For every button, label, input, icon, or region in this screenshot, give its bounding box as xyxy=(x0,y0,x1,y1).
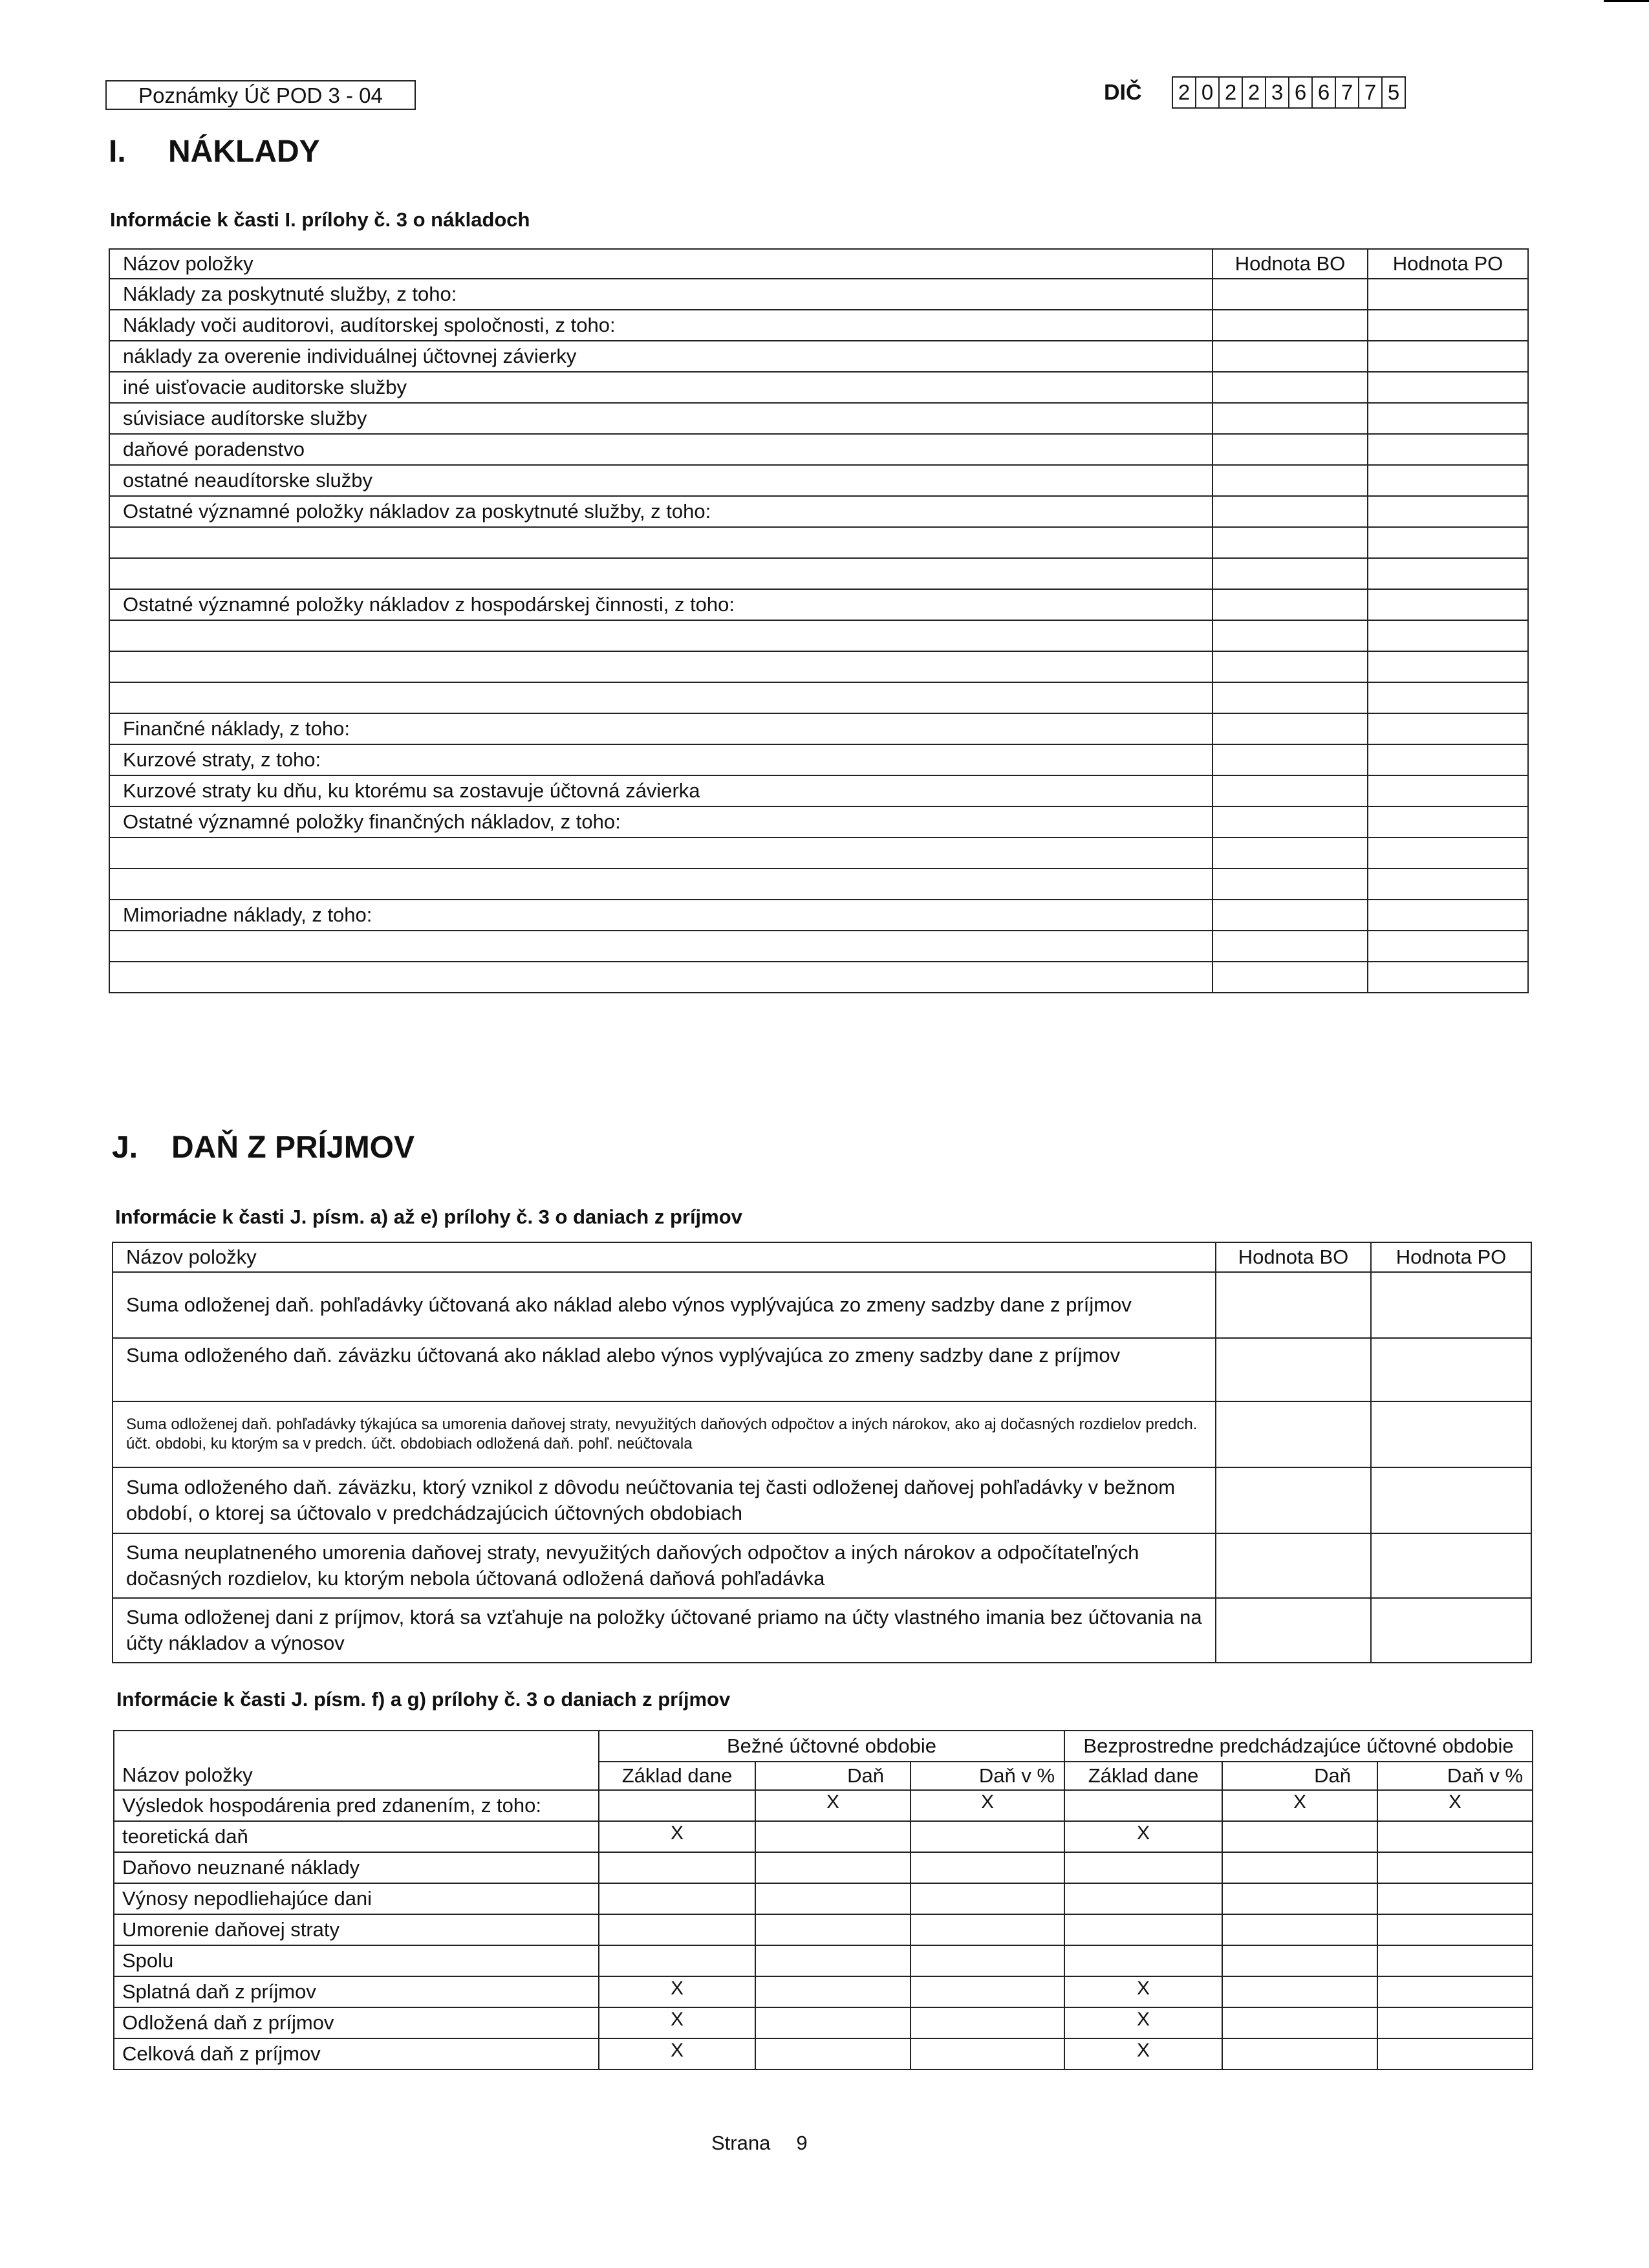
value-po-cell[interactable] xyxy=(1368,372,1528,403)
row-label: Suma odloženej dani z príjmov, ktorá sa vzťahuje na položky účtované priamo na účty vlastného imania bez účtovania na účty nákladov a výnosov xyxy=(113,1598,1216,1663)
current-tax-percent-cell[interactable] xyxy=(911,1821,1064,1852)
sub-header-tax-percent: Daň v % xyxy=(911,1762,1064,1790)
row-label xyxy=(109,931,1212,962)
table-row xyxy=(114,2007,1533,2038)
value-bo-cell[interactable] xyxy=(1212,900,1368,931)
row-label: náklady za overenie individuálnej účtovnej závierky xyxy=(109,341,1212,372)
not-applicable-mark: X xyxy=(599,2038,755,2069)
section-i-heading xyxy=(109,133,320,171)
current-tax-base-cell[interactable] xyxy=(599,1914,755,1945)
sub-header-tax: Daň xyxy=(755,1762,911,1790)
dic-digit: 7 xyxy=(1336,78,1359,107)
row-label xyxy=(109,837,1212,869)
table-row xyxy=(113,1338,1531,1401)
value-bo-cell[interactable] xyxy=(1216,1533,1371,1598)
header-value-po: Hodnota PO xyxy=(1371,1242,1531,1272)
value-po-cell[interactable] xyxy=(1368,869,1528,900)
value-bo-cell[interactable] xyxy=(1212,806,1368,837)
previous-tax-percent-cell[interactable] xyxy=(1377,2007,1533,2038)
table-row xyxy=(109,713,1528,744)
not-applicable-mark: X xyxy=(599,1821,755,1852)
current-tax-percent-cell[interactable] xyxy=(911,1976,1064,2007)
current-tax-base-cell[interactable] xyxy=(599,1852,755,1883)
current-tax-cell[interactable] xyxy=(755,1821,911,1852)
header-value-bo: Hodnota BO xyxy=(1216,1242,1371,1272)
value-po-cell[interactable] xyxy=(1368,962,1528,993)
income-tax-deferred-table xyxy=(112,1242,1532,1663)
dic-digit: 2 xyxy=(1243,78,1266,107)
previous-tax-cell[interactable] xyxy=(1222,1976,1377,2007)
value-bo-cell[interactable] xyxy=(1212,744,1368,775)
current-tax-percent-cell[interactable] xyxy=(911,1852,1064,1883)
table-row xyxy=(109,869,1528,900)
table-row xyxy=(109,496,1528,527)
form-code-box: Poznámky Úč POD 3 - 04 xyxy=(105,80,416,110)
value-bo-cell[interactable] xyxy=(1212,837,1368,869)
previous-tax-percent-cell[interactable] xyxy=(1377,1914,1533,1945)
row-label: Suma odloženej daň. pohľadávky účtovaná ako náklad alebo výnos vyplývajúca zo zmeny sadzby dane z príjmov xyxy=(113,1272,1216,1338)
row-label: súvisiace audítorske služby xyxy=(109,403,1212,434)
previous-tax-cell[interactable] xyxy=(1222,2007,1377,2038)
dic-digit: 0 xyxy=(1196,78,1220,107)
table-row xyxy=(109,651,1528,682)
current-tax-cell[interactable] xyxy=(755,1883,911,1914)
value-bo-cell[interactable] xyxy=(1212,962,1368,993)
value-po-cell[interactable] xyxy=(1368,806,1528,837)
page-footer xyxy=(711,2132,808,2155)
row-label: Suma odloženej daň. pohľadávky týkajúca sa umorenia daňovej straty, nevyužitých daňových odpočtov a iných nárokov, ako aj dočasných rozdielov predch. účt. obdobi, ku ktorým sa v predch. účt. obdobiach odložená daň. pohľ. neúčtovala xyxy=(113,1401,1216,1467)
current-tax-cell[interactable] xyxy=(755,1976,911,2007)
value-bo-cell[interactable] xyxy=(1212,869,1368,900)
table-row xyxy=(109,341,1528,372)
table-row xyxy=(114,1883,1533,1914)
table-row xyxy=(114,1914,1533,1945)
previous-tax-base-cell[interactable] xyxy=(1064,1790,1222,1821)
not-applicable-mark: X xyxy=(1222,1790,1377,1821)
section-j-subtitle-1: Informácie k časti J. písm. a) až e) prílohy č. 3 o daniach z príjmov xyxy=(115,1205,742,1228)
row-label: Spolu xyxy=(114,1945,599,1976)
not-applicable-mark: X xyxy=(755,1790,911,1821)
current-tax-base-cell[interactable] xyxy=(599,1790,755,1821)
table-row xyxy=(109,962,1528,993)
table-row xyxy=(109,900,1528,931)
not-applicable-mark: X xyxy=(1064,1976,1222,2007)
row-label: Odložená daň z príjmov xyxy=(114,2007,599,2038)
table-row xyxy=(114,1821,1533,1852)
row-label: Suma odloženého daň. záväzku, ktorý vznikol z dôvodu neúčtovania tej časti odloženej daňovej pohľadávky v bežnom období, o ktorej sa účtovalo v predchádzajúcich účtovných obdobiach xyxy=(113,1467,1216,1533)
value-po-cell[interactable] xyxy=(1368,713,1528,744)
name-column-header: Názov položky xyxy=(114,1731,599,1790)
row-label xyxy=(109,651,1212,682)
row-label: Splatná daň z príjmov xyxy=(114,1976,599,2007)
row-label: Finančné náklady, z toho: xyxy=(109,713,1212,744)
row-label: Ostatné významné položky finančných nákladov, z toho: xyxy=(109,806,1212,837)
table-header-row xyxy=(113,1242,1531,1272)
table-row xyxy=(113,1598,1531,1663)
row-label xyxy=(109,869,1212,900)
row-label: Umorenie daňovej straty xyxy=(114,1914,599,1945)
value-po-cell[interactable] xyxy=(1368,279,1528,310)
current-tax-cell[interactable] xyxy=(755,1914,911,1945)
not-applicable-mark: X xyxy=(599,2007,755,2038)
section-i-subtitle: Informácie k časti I. prílohy č. 3 o nákladoch xyxy=(110,208,530,231)
previous-tax-cell[interactable] xyxy=(1222,1914,1377,1945)
table-row xyxy=(109,589,1528,620)
current-tax-base-cell[interactable] xyxy=(599,1883,755,1914)
table-row xyxy=(109,465,1528,496)
section-j-subtitle-2: Informácie k časti J. písm. f) a g) prílohy č. 3 o daniach z príjmov xyxy=(116,1688,731,1711)
value-po-cell[interactable] xyxy=(1368,744,1528,775)
table-row xyxy=(113,1467,1531,1533)
row-label: Kurzové straty ku dňu, ku ktorému sa zostavuje účtovná závierka xyxy=(109,775,1212,806)
table-row xyxy=(109,558,1528,589)
row-label xyxy=(109,527,1212,558)
not-applicable-mark: X xyxy=(1064,1821,1222,1852)
table-row xyxy=(109,527,1528,558)
value-bo-cell[interactable] xyxy=(1212,620,1368,651)
value-bo-cell[interactable] xyxy=(1216,1401,1371,1467)
current-tax-cell[interactable] xyxy=(755,2038,911,2069)
not-applicable-mark: X xyxy=(911,1790,1064,1821)
value-po-cell[interactable] xyxy=(1371,1467,1531,1533)
table-row xyxy=(109,372,1528,403)
row-label: Mimoriadne náklady, z toho: xyxy=(109,900,1212,931)
value-bo-cell[interactable] xyxy=(1212,589,1368,620)
table-row xyxy=(109,620,1528,651)
table-row xyxy=(114,1976,1533,2007)
value-bo-cell[interactable] xyxy=(1216,1598,1371,1663)
costs-table xyxy=(109,248,1529,993)
row-label: Suma odloženého daň. záväzku účtovaná ako náklad alebo výnos vyplývajúca zo zmeny sadzby dane z príjmov xyxy=(113,1338,1216,1401)
value-bo-cell[interactable] xyxy=(1212,775,1368,806)
row-label: Suma neuplatneného umorenia daňovej straty, nevyužitých daňových odpočtov a iných nárokov a odpočítateľných dočasných rozdielov, ku ktorým nebola účtovaná odložená daňová pohľadávka xyxy=(113,1533,1216,1598)
value-po-cell[interactable] xyxy=(1368,434,1528,465)
value-po-cell[interactable] xyxy=(1368,931,1528,962)
income-tax-reconciliation-table xyxy=(113,1730,1533,2070)
previous-tax-percent-cell[interactable] xyxy=(1377,2038,1533,2069)
section-i-number: I. xyxy=(109,135,126,169)
previous-tax-percent-cell[interactable] xyxy=(1377,1945,1533,1976)
row-label: Náklady voči auditorovi, audítorskej spoločnosti, z toho: xyxy=(109,310,1212,341)
table-row xyxy=(114,2038,1533,2069)
row-label: teoretická daň xyxy=(114,1821,599,1852)
value-bo-cell[interactable] xyxy=(1212,527,1368,558)
row-label: Daňovo neuznané náklady xyxy=(114,1852,599,1883)
value-bo-cell[interactable] xyxy=(1212,403,1368,434)
previous-tax-cell[interactable] xyxy=(1222,2038,1377,2069)
value-po-cell[interactable] xyxy=(1368,837,1528,869)
section-j-title: DAŇ Z PRÍJMOV xyxy=(171,1130,415,1165)
dic-digit: 6 xyxy=(1289,78,1313,107)
dic-digit: 2 xyxy=(1220,78,1243,107)
previous-tax-percent-cell[interactable] xyxy=(1377,1821,1533,1852)
dic-digit: 5 xyxy=(1383,78,1406,107)
row-label: Celková daň z príjmov xyxy=(114,2038,599,2069)
value-po-cell[interactable] xyxy=(1368,900,1528,931)
table-row xyxy=(113,1533,1531,1598)
value-bo-cell[interactable] xyxy=(1212,682,1368,713)
value-bo-cell[interactable] xyxy=(1212,496,1368,527)
table-row xyxy=(109,744,1528,775)
sub-header-tax: Daň xyxy=(1222,1762,1377,1790)
value-bo-cell[interactable] xyxy=(1212,434,1368,465)
dic-label: DIČ xyxy=(1104,80,1142,105)
value-bo-cell[interactable] xyxy=(1212,931,1368,962)
previous-tax-cell[interactable] xyxy=(1222,1945,1377,1976)
value-po-cell[interactable] xyxy=(1371,1533,1531,1598)
previous-tax-percent-cell[interactable] xyxy=(1377,1976,1533,2007)
not-applicable-mark: X xyxy=(599,1976,755,2007)
value-bo-cell[interactable] xyxy=(1216,1272,1371,1338)
table-row xyxy=(109,775,1528,806)
value-bo-cell[interactable] xyxy=(1212,372,1368,403)
dic-digit: 3 xyxy=(1266,78,1289,107)
table-row xyxy=(113,1272,1531,1338)
table-row xyxy=(109,682,1528,713)
row-label: Kurzové straty, z toho: xyxy=(109,744,1212,775)
not-applicable-mark: X xyxy=(1377,1790,1533,1821)
value-po-cell[interactable] xyxy=(1368,496,1528,527)
row-label: iné uisťovacie auditorske služby xyxy=(109,372,1212,403)
value-po-cell[interactable] xyxy=(1368,620,1528,651)
header-item-name: Názov položky xyxy=(113,1242,1216,1272)
table-row xyxy=(109,931,1528,962)
value-po-cell[interactable] xyxy=(1368,558,1528,589)
header-value-bo: Hodnota BO xyxy=(1212,249,1368,279)
row-label xyxy=(109,620,1212,651)
previous-tax-cell[interactable] xyxy=(1222,1852,1377,1883)
previous-tax-base-cell[interactable] xyxy=(1064,1914,1222,1945)
value-po-cell[interactable] xyxy=(1368,775,1528,806)
previous-tax-percent-cell[interactable] xyxy=(1377,1883,1533,1914)
value-po-cell[interactable] xyxy=(1371,1272,1531,1338)
value-po-cell[interactable] xyxy=(1368,403,1528,434)
current-period-header: Bežné účtovné obdobie xyxy=(599,1731,1064,1762)
section-i-title: NÁKLADY xyxy=(168,135,320,169)
scan-corner-mark xyxy=(1604,0,1649,2)
value-po-cell[interactable] xyxy=(1368,589,1528,620)
row-label: ostatné neaudítorske služby xyxy=(109,465,1212,496)
sub-header-tax-percent: Daň v % xyxy=(1377,1762,1533,1790)
page-label: Strana xyxy=(711,2132,771,2154)
header-item-name: Názov položky xyxy=(109,249,1212,279)
header-value-po: Hodnota PO xyxy=(1368,249,1528,279)
value-po-cell[interactable] xyxy=(1368,341,1528,372)
previous-tax-base-cell[interactable] xyxy=(1064,1945,1222,1976)
value-bo-cell[interactable] xyxy=(1216,1467,1371,1533)
current-tax-percent-cell[interactable] xyxy=(911,1883,1064,1914)
table-row xyxy=(114,1790,1533,1821)
sub-header-tax-base: Základ dane xyxy=(599,1762,755,1790)
not-applicable-mark: X xyxy=(1064,2038,1222,2069)
value-bo-cell[interactable] xyxy=(1212,558,1368,589)
table-row xyxy=(109,837,1528,869)
page-number: 9 xyxy=(796,2132,808,2154)
row-label xyxy=(109,558,1212,589)
current-tax-cell[interactable] xyxy=(755,1852,911,1883)
row-label: daňové poradenstvo xyxy=(109,434,1212,465)
value-po-cell[interactable] xyxy=(1368,527,1528,558)
dic-number-boxes xyxy=(1172,76,1406,109)
previous-period-header: Bezprostredne predchádzajúce účtovné obdobie xyxy=(1064,1731,1533,1762)
table-row xyxy=(109,434,1528,465)
section-j-number: J. xyxy=(112,1130,138,1165)
value-bo-cell[interactable] xyxy=(1212,279,1368,310)
previous-tax-percent-cell[interactable] xyxy=(1377,1852,1533,1883)
sub-header-tax-base: Základ dane xyxy=(1064,1762,1222,1790)
table-row xyxy=(114,1852,1533,1883)
current-tax-percent-cell[interactable] xyxy=(911,1945,1064,1976)
section-j-heading xyxy=(112,1129,415,1167)
current-tax-base-cell[interactable] xyxy=(599,1945,755,1976)
previous-tax-base-cell[interactable] xyxy=(1064,1852,1222,1883)
not-applicable-mark: X xyxy=(1064,2007,1222,2038)
row-label: Výnosy nepodliehajúce dani xyxy=(114,1883,599,1914)
row-label: Ostatné významné položky nákladov za poskytnuté služby, z toho: xyxy=(109,496,1212,527)
table-row xyxy=(114,1945,1533,1976)
value-bo-cell[interactable] xyxy=(1212,465,1368,496)
value-po-cell[interactable] xyxy=(1368,465,1528,496)
value-po-cell[interactable] xyxy=(1368,310,1528,341)
dic-digit: 2 xyxy=(1173,78,1196,107)
value-bo-cell[interactable] xyxy=(1216,1338,1371,1401)
row-label xyxy=(109,682,1212,713)
value-po-cell[interactable] xyxy=(1371,1338,1531,1401)
current-tax-cell[interactable] xyxy=(755,1945,911,1976)
row-label: Výsledok hospodárenia pred zdanením, z toho: xyxy=(114,1790,599,1821)
value-bo-cell[interactable] xyxy=(1212,341,1368,372)
dic-digit: 7 xyxy=(1359,78,1383,107)
value-bo-cell[interactable] xyxy=(1212,310,1368,341)
previous-tax-base-cell[interactable] xyxy=(1064,1883,1222,1914)
row-label: Náklady za poskytnuté služby, z toho: xyxy=(109,279,1212,310)
value-po-cell[interactable] xyxy=(1368,682,1528,713)
dic-digit: 6 xyxy=(1313,78,1336,107)
current-tax-percent-cell[interactable] xyxy=(911,2007,1064,2038)
current-tax-percent-cell[interactable] xyxy=(911,1914,1064,1945)
value-bo-cell[interactable] xyxy=(1212,651,1368,682)
table-row xyxy=(109,310,1528,341)
current-tax-percent-cell[interactable] xyxy=(911,2038,1064,2069)
current-tax-cell[interactable] xyxy=(755,2007,911,2038)
row-label xyxy=(109,962,1212,993)
table-row xyxy=(109,279,1528,310)
value-bo-cell[interactable] xyxy=(1212,713,1368,744)
table-row xyxy=(109,403,1528,434)
value-po-cell[interactable] xyxy=(1368,651,1528,682)
value-po-cell[interactable] xyxy=(1371,1401,1531,1467)
row-label: Ostatné významné položky nákladov z hospodárskej činnosti, z toho: xyxy=(109,589,1212,620)
table-row xyxy=(113,1401,1531,1467)
value-po-cell[interactable] xyxy=(1371,1598,1531,1663)
table-header-row xyxy=(109,249,1528,279)
previous-tax-cell[interactable] xyxy=(1222,1821,1377,1852)
table-row xyxy=(109,806,1528,837)
previous-tax-cell[interactable] xyxy=(1222,1883,1377,1914)
